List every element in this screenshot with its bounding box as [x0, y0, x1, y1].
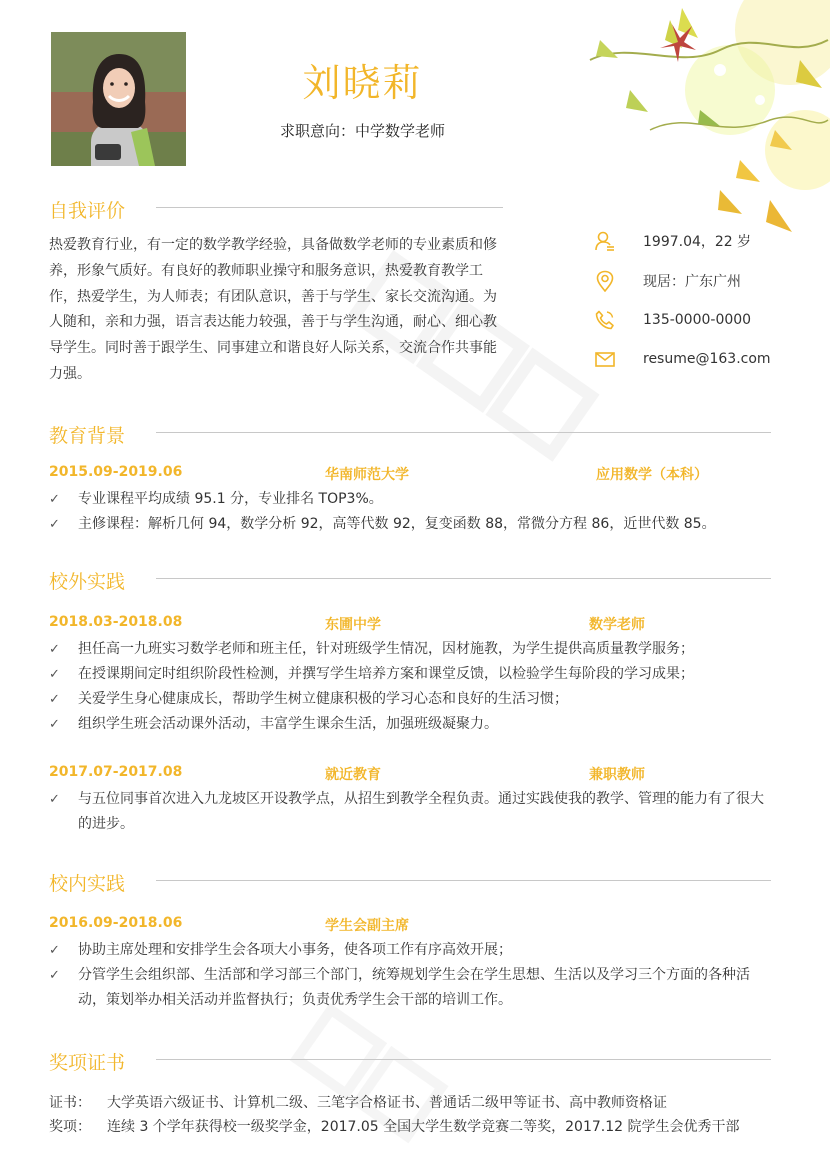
section-title-awards: 奖项证书 [49, 1052, 126, 1074]
check-icon: ✓ [49, 943, 60, 958]
section-divider [156, 880, 771, 881]
internal-date: 2016.09-2018.06 [49, 915, 183, 931]
list-item: ✓ 组织学生班会活动课外活动，丰富学生课余生活，加强班级凝聚力。 [49, 712, 774, 737]
contact-location [594, 269, 794, 293]
check-icon: ✓ [49, 717, 60, 732]
birth-text: 1997.04，22 岁 [643, 234, 752, 250]
awards-row [49, 1116, 789, 1136]
section-divider [156, 578, 771, 579]
list-item: ✓ 专业课程平均成绩 95.1 分，专业排名 TOP3%。 [49, 487, 774, 512]
list-item: ✓ 分管学生会组织部、生活部和学习部三个部门，统筹规划学生会在学生思想、生活以及学习三个方面的各种活动，策划举办相关活动并监督执行；负责优秀学生会干部的培训工作。 [49, 963, 774, 1013]
job-org: 就近教育 [325, 767, 381, 783]
person-icon [594, 230, 616, 252]
section-title-education: 教育背景 [49, 425, 126, 447]
profile-photo [51, 32, 186, 166]
internal-role: 学生会副主席 [325, 918, 409, 934]
certificates-row [49, 1092, 789, 1112]
candidate-name: 刘晓莉 [302, 61, 423, 105]
awards-label: 奖项： [49, 1119, 91, 1135]
check-icon: ✓ [49, 492, 60, 507]
internal-header [49, 915, 769, 935]
job-date: 2018.03-2018.08 [49, 614, 183, 630]
email-text: resume@163.com [643, 351, 771, 367]
job-org: 东圃中学 [325, 617, 381, 633]
contact-birth [594, 229, 794, 253]
section-divider [156, 432, 771, 433]
education-school: 华南师范大学 [325, 467, 409, 483]
awards-text: 连续 3 个学年获得校一级奖学金，2017.05 全国大学生数学竞赛二等奖，2017.12 院学生会优秀干部 [107, 1119, 740, 1135]
section-title-self-eval: 自我评价 [49, 200, 126, 222]
list-item: ✓ 关爱学生身心健康成长，帮助学生树立健康积极的学习心态和良好的生活习惯； [49, 687, 774, 712]
job-role: 兼职教师 [589, 767, 645, 783]
certificates-label: 证书： [49, 1095, 91, 1111]
section-title-internal: 校内实践 [49, 873, 126, 895]
list-item: ✓ 担任高一九班实习数学老师和班主任，针对班级学生情况，因材施教，为学生提供高质量教学服务； [49, 637, 774, 662]
check-icon: ✓ [49, 968, 60, 983]
education-major: 应用数学（本科） [596, 467, 708, 483]
certificates-text: 大学英语六级证书、计算机二级、三笔字合格证书、普通话二级甲等证书、高中教师资格证 [107, 1095, 667, 1111]
section-divider [156, 1059, 771, 1060]
education-header [49, 464, 769, 484]
education-date: 2015.09-2019.06 [49, 464, 183, 480]
location-text: 现居：广东广州 [643, 274, 741, 290]
job-role: 数学老师 [589, 617, 645, 633]
check-icon: ✓ [49, 692, 60, 707]
watermark [265, 988, 514, 1173]
location-pin-icon [594, 270, 616, 292]
self-eval-text: 热爱教育行业，有一定的数学教学经验，具备做数学老师的专业素质和修养，形象气质好。有良好的教师职业操守和服务意识，热爱教育教学工作，热爱学生，为人师表；有团队意识，善于与学生、家长交流沟通。为人随和，亲和力强，语言表达能力较强，善于与学生沟通，耐心、细心教导学生。同时善于跟学生、同事建立和谐良好人际关系，交流合作共事能力强。 [49, 237, 497, 382]
email-icon [594, 348, 616, 370]
check-icon: ✓ [49, 667, 60, 682]
job-date: 2017.07-2017.08 [49, 764, 183, 780]
list-item: ✓ 协助主席处理和安排学生会各项大小事务，使各项工作有序高效开展； [49, 938, 774, 963]
contact-phone [594, 308, 794, 332]
check-icon: ✓ [49, 792, 60, 807]
list-item: ✓ 在授课期间定时组织阶段性检测，并撰写学生培养方案和课堂反馈，以检验学生每阶段的学习成果； [49, 662, 774, 687]
phone-icon [594, 309, 616, 331]
check-icon: ✓ [49, 642, 60, 657]
flower-decoration [570, 0, 830, 260]
list-item: ✓ 与五位同事首次进入九龙坡区开设教学点，从招生到教学全程负责。通过实践使我的教学、管理的能力有了很大的进步。 [49, 787, 774, 837]
job-intention: 求职意向：中学数学老师 [279, 122, 445, 140]
external-job-header [49, 614, 769, 634]
check-icon: ✓ [49, 517, 60, 532]
contact-email [594, 347, 794, 371]
list-item: ✓ 主修课程：解析几何 94，数学分析 92，高等代数 92，复变函数 88，常微分方程 86，近世代数 85。 [49, 512, 774, 537]
external-job-header [49, 764, 769, 784]
phone-text: 135-0000-0000 [643, 312, 752, 328]
section-divider [156, 207, 503, 208]
section-title-external: 校外实践 [49, 571, 126, 593]
